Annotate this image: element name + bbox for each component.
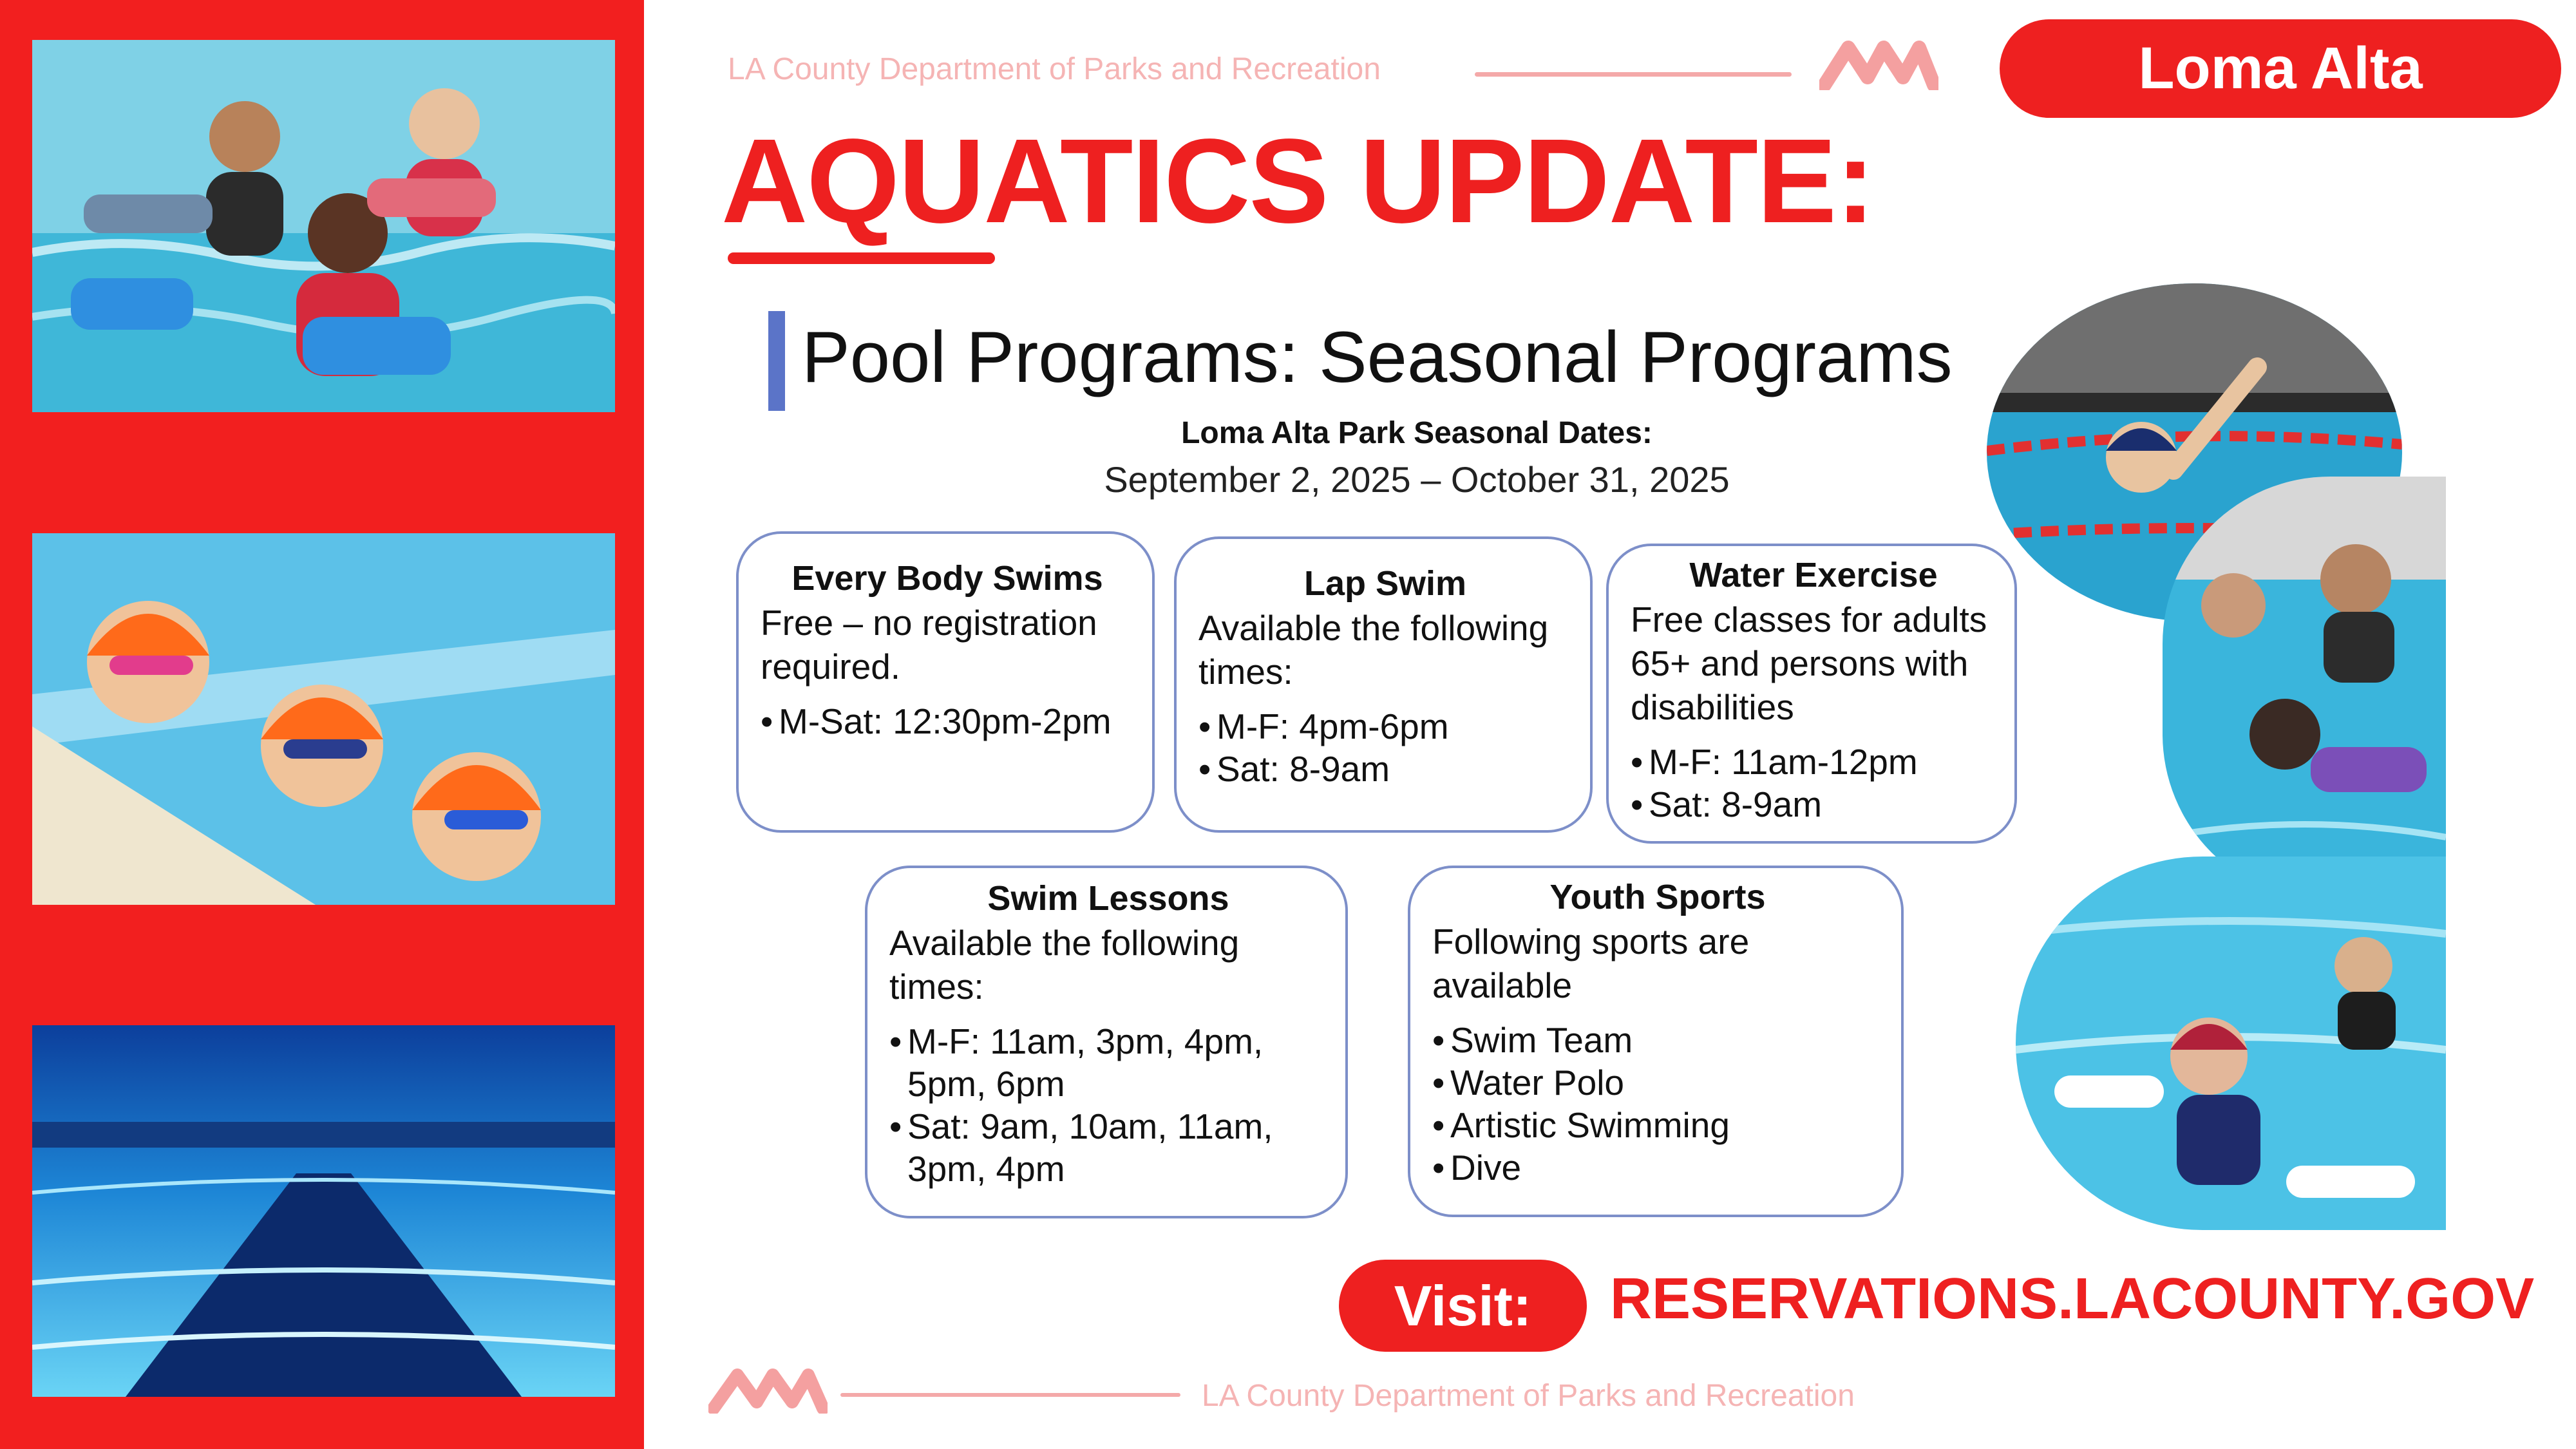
card-description: Available the following times: xyxy=(889,923,1240,1007)
kids-in-pool-photo xyxy=(2163,477,2446,902)
zigzag-logo-icon xyxy=(1819,40,1938,90)
section-subtitle: Pool Programs: Seasonal Programs xyxy=(802,317,1953,397)
schedule-item: • Sat: 8-9am xyxy=(1198,748,1572,790)
program-card-swim-lessons xyxy=(865,866,1348,1218)
schedule-item: • M-Sat: 12:30pm-2pm xyxy=(761,700,1134,743)
schedule-item: • Sat: 9am, 10am, 11am, 3pm, 4pm xyxy=(889,1105,1327,1190)
card-title: Lap Swim xyxy=(1303,564,1467,603)
card-description: Available the following times: xyxy=(1198,608,1549,692)
card-title: Every Body Swims xyxy=(791,559,1103,598)
card-schedule-list xyxy=(889,1020,1327,1190)
kids-swim-caps-photo xyxy=(32,533,615,905)
headline-underline xyxy=(728,252,995,264)
card-sports-list xyxy=(1432,1019,1883,1189)
location-badge: Loma Alta xyxy=(2000,19,2561,118)
program-card-water-exercise xyxy=(1606,544,2017,844)
water-aerobics-photo xyxy=(32,40,615,412)
zigzag-logo-icon xyxy=(708,1368,828,1414)
schedule-item: • M-F: 11am-12pm xyxy=(1631,741,1996,783)
seasonal-dates-value: September 2, 2025 – October 31, 2025 xyxy=(1104,459,1730,500)
subtitle-accent-bar xyxy=(768,311,785,411)
water-exercise-photo xyxy=(2016,857,2446,1230)
seasonal-dates-label: Loma Alta Park Seasonal Dates: xyxy=(1181,416,1653,450)
sport-item: • Swim Team xyxy=(1432,1019,1883,1061)
sport-item: • Artistic Swimming xyxy=(1432,1104,1883,1146)
divider-line-bottom xyxy=(840,1393,1180,1397)
left-photo-panel xyxy=(0,0,644,1449)
card-schedule-list xyxy=(1198,705,1572,790)
divider-line-top xyxy=(1475,72,1792,77)
program-card-lap-swim xyxy=(1174,536,1593,833)
card-description: Free classes for adults 65+ and persons with disabilities xyxy=(1631,600,1987,727)
card-schedule-list xyxy=(761,700,1134,743)
card-title: Water Exercise xyxy=(1689,556,1938,594)
schedule-item: • Sat: 8-9am xyxy=(1631,783,1996,826)
card-description: Free – no registration required. xyxy=(761,603,1097,687)
org-name-top: LA County Department of Parks and Recreation xyxy=(728,52,1381,86)
reservations-url-link[interactable]: RESERVATIONS.LACOUNTY.GOV xyxy=(1610,1267,2535,1331)
underwater-pool-photo xyxy=(32,1025,615,1397)
card-title: Youth Sports xyxy=(1549,878,1766,916)
visit-label-badge: Visit: xyxy=(1339,1260,1587,1352)
program-card-youth-sports xyxy=(1408,866,1904,1217)
sport-item: • Water Polo xyxy=(1432,1061,1883,1104)
org-name-bottom: LA County Department of Parks and Recreation xyxy=(1202,1379,1855,1413)
sport-item: • Dive xyxy=(1432,1146,1883,1189)
schedule-item: • M-F: 4pm-6pm xyxy=(1198,705,1572,748)
card-title: Swim Lessons xyxy=(987,879,1229,918)
program-card-every-body-swims xyxy=(736,531,1155,833)
page-headline: AQUATICS UPDATE: xyxy=(721,115,1875,248)
schedule-item: • M-F: 11am, 3pm, 4pm, 5pm, 6pm xyxy=(889,1020,1327,1105)
card-schedule-list xyxy=(1631,741,1996,826)
card-description: Following sports are available xyxy=(1432,922,1750,1005)
